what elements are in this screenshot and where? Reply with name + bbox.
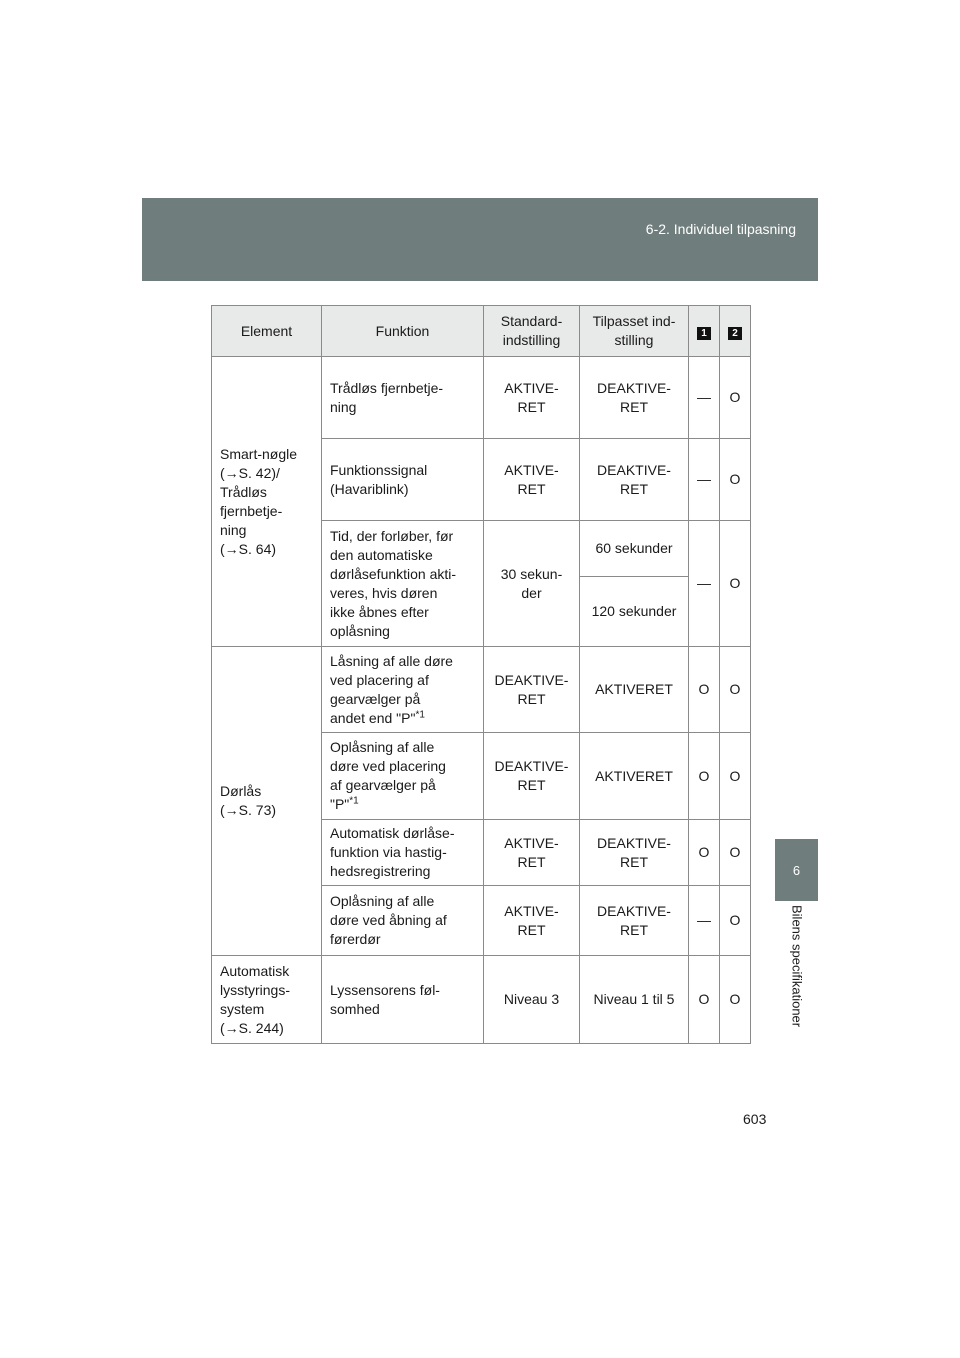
custom-cell: DEAKTIVE- RET: [580, 357, 689, 439]
mark-col2: O: [720, 956, 751, 1044]
custom-cell: AKTIVERET: [580, 647, 689, 733]
mark-col1: O: [689, 956, 720, 1044]
standard-cell: 30 sekun- der: [484, 521, 580, 647]
mark-col2: O: [720, 647, 751, 733]
table-row: [212, 956, 751, 1044]
function-cell: Trådløs fjernbetje- ning: [322, 357, 484, 439]
mark-col2: O: [720, 733, 751, 820]
customization-table: [211, 305, 751, 1044]
standard-cell: AKTIVE- RET: [484, 439, 580, 521]
custom-cell: DEAKTIVE- RET: [580, 820, 689, 886]
mark-col1: O: [689, 820, 720, 886]
function-cell: [322, 647, 484, 733]
page-number: 603: [743, 1111, 767, 1127]
mark-col2: O: [720, 886, 751, 956]
mark-col2: O: [720, 439, 751, 521]
mark-col1: O: [689, 733, 720, 820]
element-cell: Dørlås (→S. 73): [212, 647, 322, 956]
function-cell: Automatisk dørlåse- funktion via hastig- hedsregistrering: [322, 820, 484, 886]
header-col2: [720, 306, 751, 357]
mark-col2: O: [720, 820, 751, 886]
standard-cell: DEAKTIVE- RET: [484, 647, 580, 733]
chapter-number: 6: [792, 863, 801, 878]
standard-cell: AKTIVE- RET: [484, 820, 580, 886]
standard-cell: AKTIVE- RET: [484, 886, 580, 956]
header-custom: Tilpasset ind- stilling: [580, 306, 689, 357]
col2-badge: 2: [728, 327, 742, 340]
chapter-label-wrap: [775, 905, 818, 1055]
custom-cell: Niveau 1 til 5: [580, 956, 689, 1044]
element-cell: Automatisk lysstyrings- system (→S. 244): [212, 956, 322, 1044]
header-standard: Standard- indstilling: [484, 306, 580, 357]
standard-cell: Niveau 3: [484, 956, 580, 1044]
mark-col1: —: [689, 521, 720, 647]
chapter-label: Bilens specifikationer: [789, 905, 804, 1028]
function-cell: Oplåsning af alle døre ved åbning af førerdør: [322, 886, 484, 956]
col1-badge: 1: [697, 327, 711, 340]
mark-col2: O: [720, 357, 751, 439]
footnote-mark: *1: [415, 708, 425, 720]
chapter-tab: [775, 839, 818, 901]
function-text: Låsning af alle døre ved placering af gearvælger på andet end "P": [330, 652, 453, 726]
function-cell: Tid, der forløber, før den automatiske dørlåsefunktion akti- veres, hvis døren ikke åbnes efter oplåsning: [322, 521, 484, 647]
function-cell: Funktionssignal (Havariblink): [322, 439, 484, 521]
standard-cell: DEAKTIVE- RET: [484, 733, 580, 820]
mark-col2: O: [720, 521, 751, 647]
standard-cell: AKTIVE- RET: [484, 357, 580, 439]
custom-cell: DEAKTIVE- RET: [580, 886, 689, 956]
table-row: [212, 647, 751, 733]
section-title: 6-2. Individuel tilpasning: [645, 221, 796, 237]
custom-cell: 60 sekunder: [580, 521, 689, 577]
custom-cell: AKTIVERET: [580, 733, 689, 820]
header-element: Element: [212, 306, 322, 357]
function-cell: [322, 733, 484, 820]
footnote-mark: *1: [349, 795, 359, 807]
header-col1: [689, 306, 720, 357]
table-row: [212, 357, 751, 439]
custom-cell: 120 sekunder: [580, 577, 689, 647]
header-function: Funktion: [322, 306, 484, 357]
table-header-row: [212, 306, 751, 357]
mark-col1: O: [689, 647, 720, 733]
mark-col1: —: [689, 439, 720, 521]
custom-cell: DEAKTIVE- RET: [580, 439, 689, 521]
mark-col1: —: [689, 886, 720, 956]
function-cell: Lyssensorens føl- somhed: [322, 956, 484, 1044]
function-text: Oplåsning af alle døre ved placering af gearvælger på "P": [330, 739, 446, 812]
mark-col1: —: [689, 357, 720, 439]
section-header-band: [142, 198, 818, 281]
element-cell: Smart-nøgle (→S. 42)/ Trådløs fjernbetje- ning (→S. 64): [212, 357, 322, 647]
